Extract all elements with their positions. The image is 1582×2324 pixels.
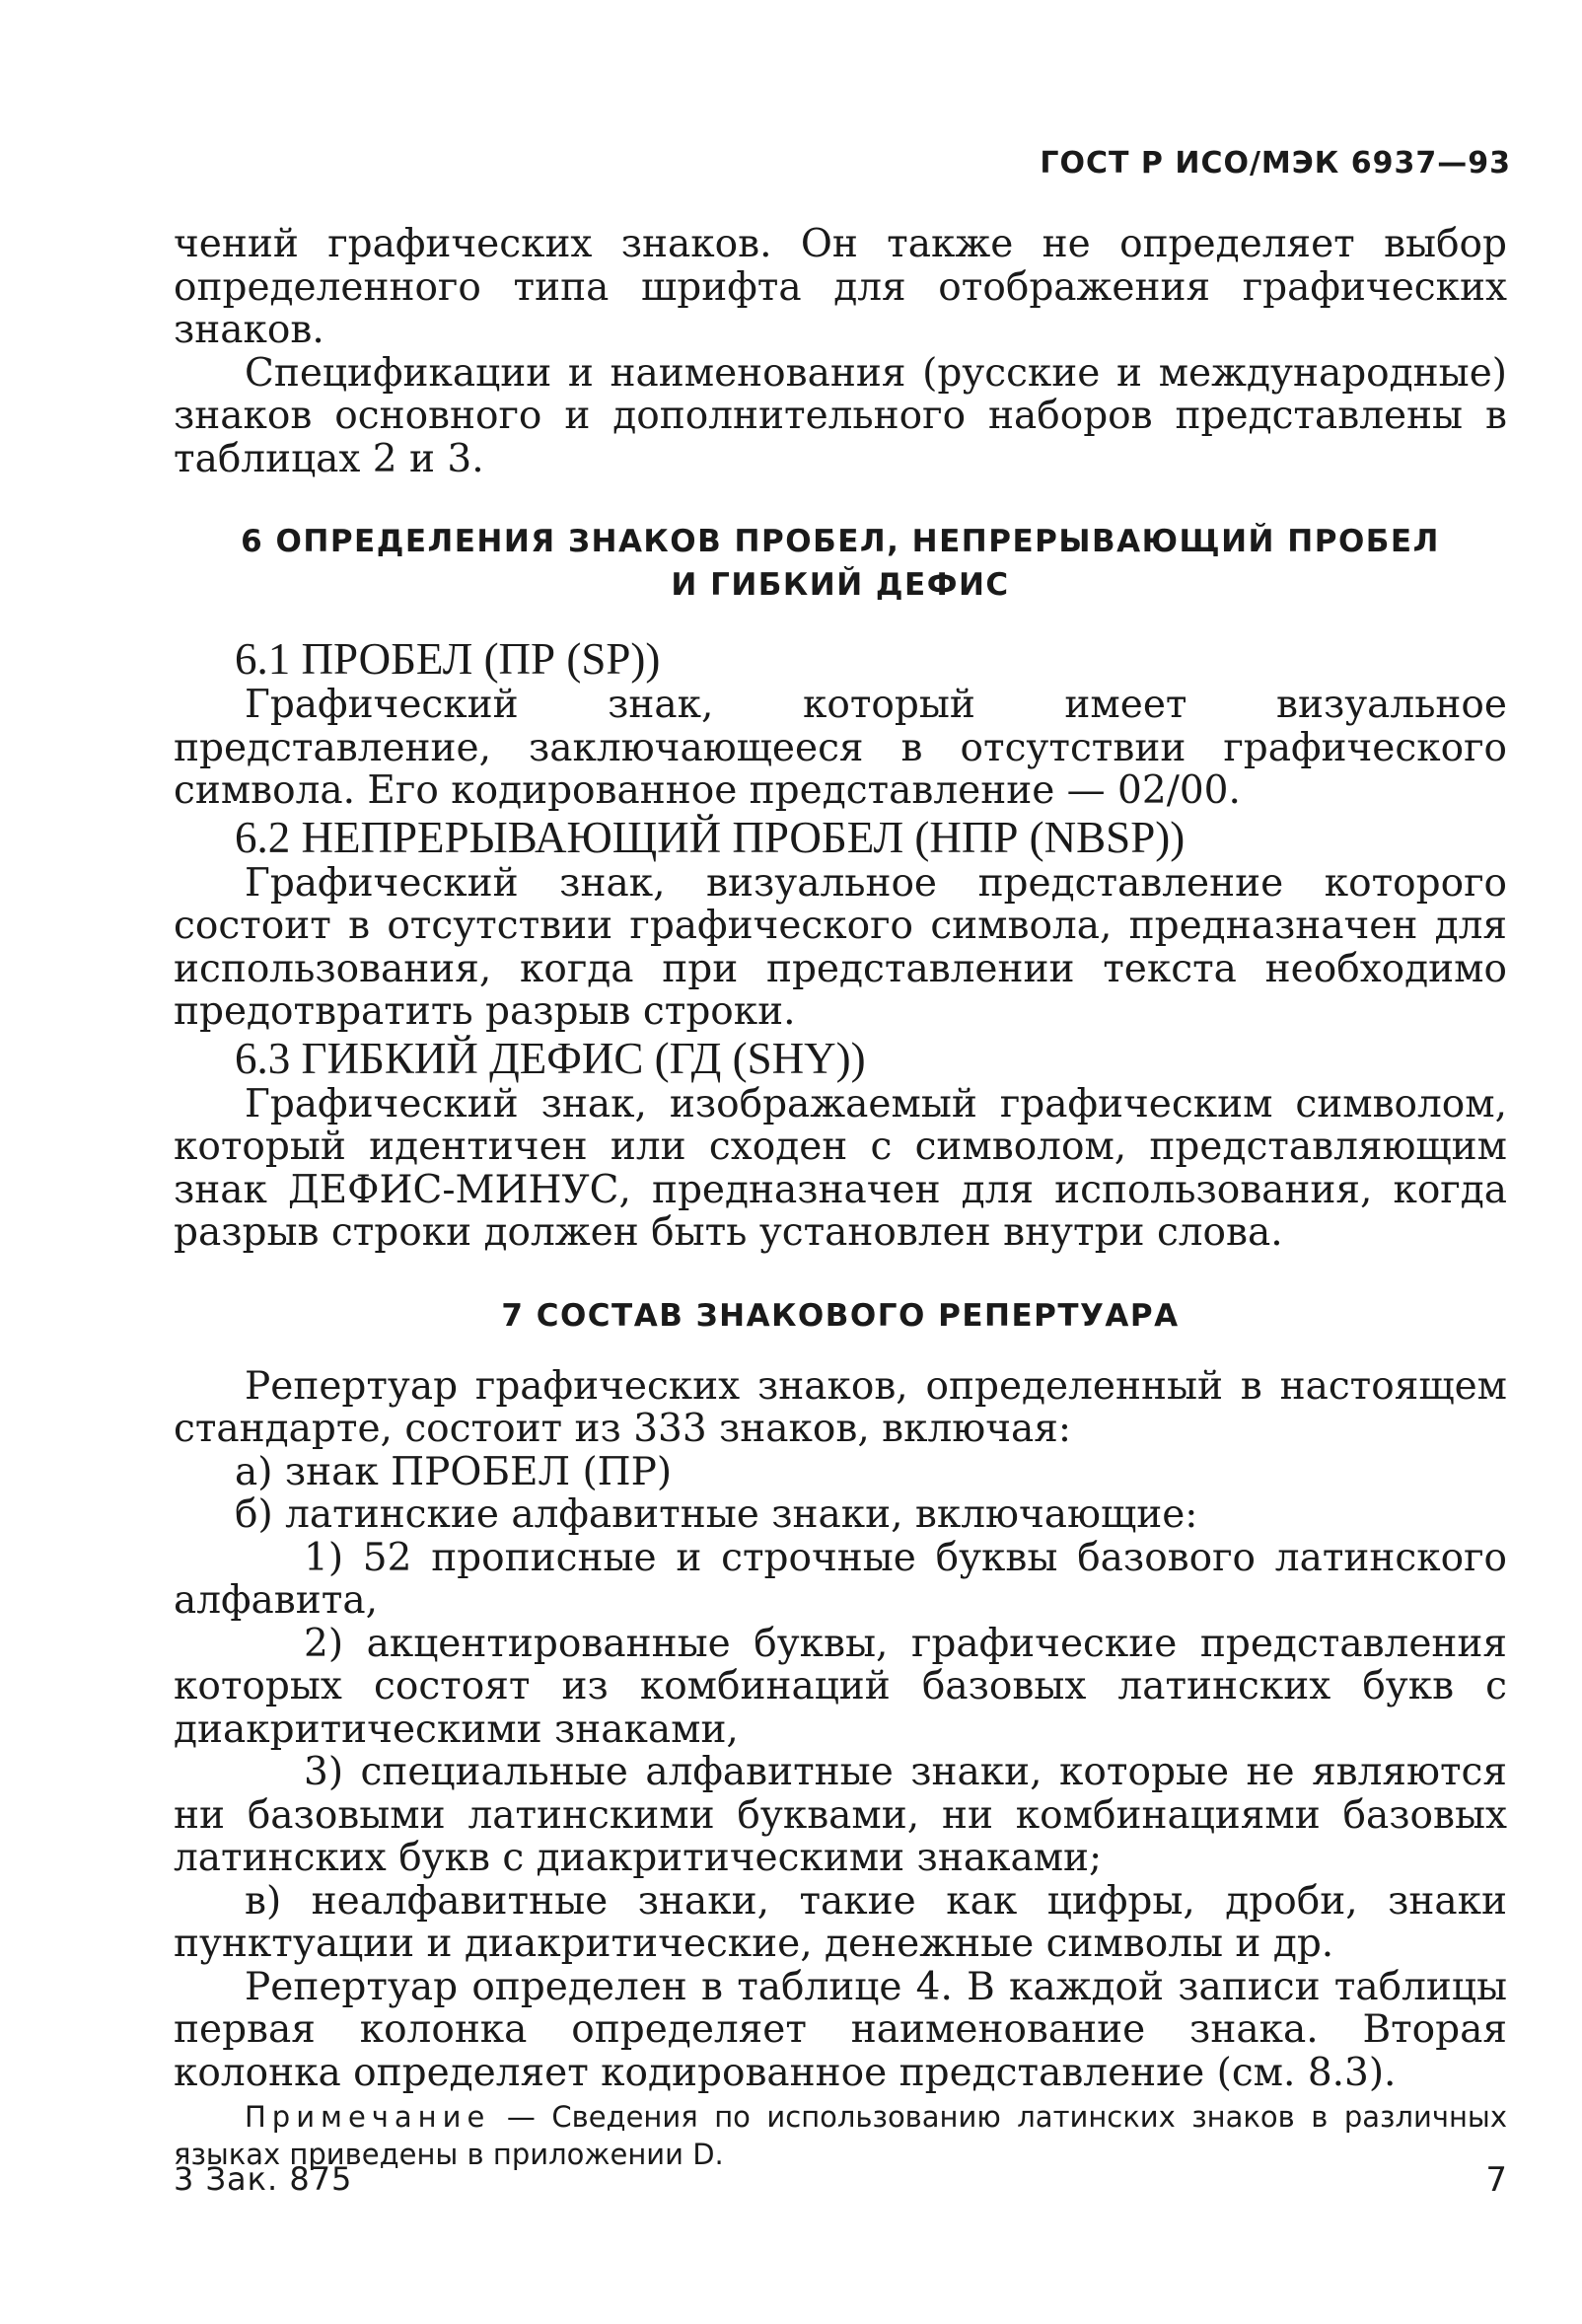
intro-paragraph-1: чений графических знаков. Он также не определяет выбор определенного типа шрифта для отображения графических знаков. — [174, 222, 1507, 352]
list-item-b-2: 2) акцентированные буквы, графические представления которых состоят из комбинаций базовых латинских букв с диакритическими знаками, — [174, 1621, 1507, 1752]
order-number: 3 Зак. 875 — [174, 2160, 353, 2198]
section-6-heading — [174, 520, 1507, 607]
section-7-paragraph-2: Репертуар определен в таблице 4. В каждой записи таблицы первая колонка определяет наименование знака. Вторая колонка определяет кодированное представление (см. 8.3). — [174, 1964, 1507, 2095]
subsection-6-3-title: 6.3 ГИБКИЙ ДЕФИС (ГД (SHY)) — [235, 1033, 866, 1083]
page-number: 7 — [1485, 2160, 1507, 2200]
list-item-b-3: 3) специальные алфавитные знаки, которые не являются ни базовыми латинскими буквами, ни комбинациями базовых латинских букв с диакритическими знаками; — [174, 1750, 1507, 1880]
list-item-b: б) латинские алфавитные знаки, включающие: — [235, 1492, 1198, 1537]
note — [174, 2098, 1507, 2173]
list-item-b-1: 1) 52 прописные и строчные буквы базового латинского алфавита, — [174, 1535, 1507, 1623]
list-item-a: а) знак ПРОБЕЛ (ПР) — [235, 1449, 673, 1494]
section-7-heading: 7 СОСТАВ ЗНАКОВОГО РЕПЕРТУАРА — [501, 1297, 1180, 1334]
note-label: Примечание — [245, 2100, 491, 2134]
running-header: ГОСТ Р ИСО/МЭК 6937—93 — [1040, 146, 1511, 181]
subsection-6-1-title: 6.1 ПРОБЕЛ (ПР (SP)) — [235, 634, 661, 684]
subsection-6-3-text: Графический знак, изображаемый графическим символом, который идентичен или сходен с символом, представляющим знак ДЕФИС-МИНУС, предназначен для использования, когда разрыв строки должен быть установлен внутри слова. — [174, 1081, 1507, 1255]
page-content — [174, 223, 1507, 2173]
note-text: — Сведения по использованию латинских знаков в различных языках приведены в приложении D. — [174, 2100, 1507, 2171]
intro-paragraph-2: Спецификации и наименования (русские и международные) знаков основного и дополнительного наборов представлены в таблицах 2 и 3. — [174, 350, 1507, 481]
list-item-v: в) неалфавитные знаки, такие как цифры, дроби, знаки пунктуации и диакритические, денежные символы и др. — [174, 1878, 1507, 1966]
section-6-heading-line-1: 6 ОПРЕДЕЛЕНИЯ ЗНАКОВ ПРОБЕЛ, НЕПРЕРЫВАЮЩИЙ ПРОБЕЛ — [241, 524, 1440, 559]
subsection-6-2-text: Графический знак, визуальное представление которого состоит в отсутствии графического символа, предназначен для использования, когда при представлении текста необходимо предотвратить разрыв строки. — [174, 860, 1507, 1034]
section-6-heading-line-2: И ГИБКИЙ ДЕФИС — [671, 567, 1010, 603]
section-7-paragraph-1: Репертуар графических знаков, определенный в настоящем стандарте, состоит из 333 знаков, включая: — [174, 1363, 1507, 1451]
subsection-6-1-text: Графический знак, который имеет визуальное представление, заключающееся в отсутствии графического символа. Его кодированное представление — 02/00. — [174, 683, 1507, 813]
subsection-6-2-title: 6.2 НЕПРЕРЫВАЮЩИЙ ПРОБЕЛ (НПР (NBSP)) — [235, 812, 1186, 862]
